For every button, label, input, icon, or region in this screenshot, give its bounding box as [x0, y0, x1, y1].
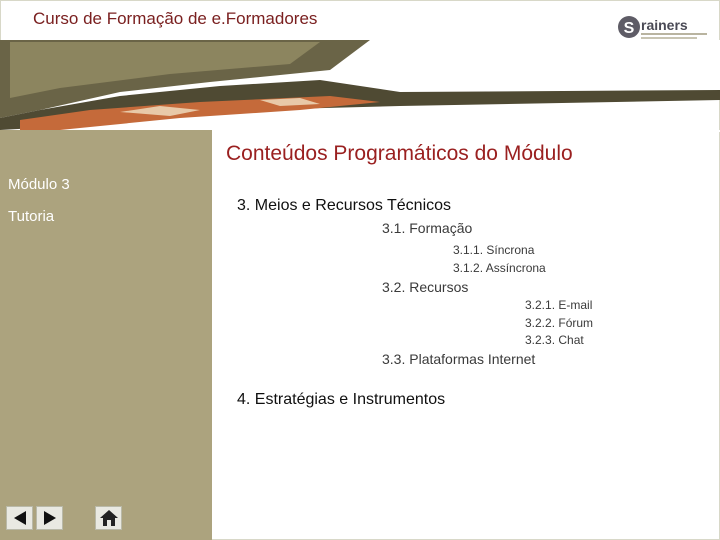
- nav-spacer: [66, 506, 92, 532]
- navigation-bar: [6, 506, 122, 532]
- arrow-right-icon: [41, 510, 59, 526]
- outline-item-3-2-1: 3.2.1. E-mail: [525, 298, 593, 312]
- next-button[interactable]: [36, 506, 63, 530]
- outline-item-3-2-3: 3.2.3. Chat: [525, 333, 584, 347]
- course-title: Curso de Formação de e.Formadores: [33, 9, 318, 28]
- sidebar-item-modulo-3[interactable]: Módulo 3: [8, 176, 70, 193]
- outline-item-3-2-2: 3.2.2. Fórum: [525, 316, 594, 330]
- outline-item-4: 4. Estratégias e Instrumentos: [237, 391, 446, 408]
- outline-item-3-3: 3.3. Plataformas Internet: [382, 351, 536, 367]
- sidebar: [0, 130, 212, 540]
- page-title: Conteúdos Programáticos do Módulo: [226, 142, 573, 165]
- home-button[interactable]: [95, 506, 122, 530]
- outline-item-3-2: 3.2. Recursos: [382, 279, 469, 295]
- arrow-left-icon: [11, 510, 29, 526]
- sidebar-item-tutoria[interactable]: Tutoria: [8, 208, 55, 225]
- logo-text: rainers: [641, 17, 688, 33]
- outline-item-3: 3. Meios e Recursos Técnicos: [237, 197, 452, 214]
- previous-button[interactable]: [6, 506, 33, 530]
- home-icon: [99, 509, 119, 527]
- outline-item-3-1-1: 3.1.1. Síncrona: [453, 243, 535, 257]
- header-banner: [0, 40, 720, 132]
- outline-item-3-1-2: 3.1.2. Assíncrona: [453, 261, 546, 275]
- outline-item-3-1: 3.1. Formação: [382, 220, 473, 236]
- logo-letter: S: [623, 20, 635, 37]
